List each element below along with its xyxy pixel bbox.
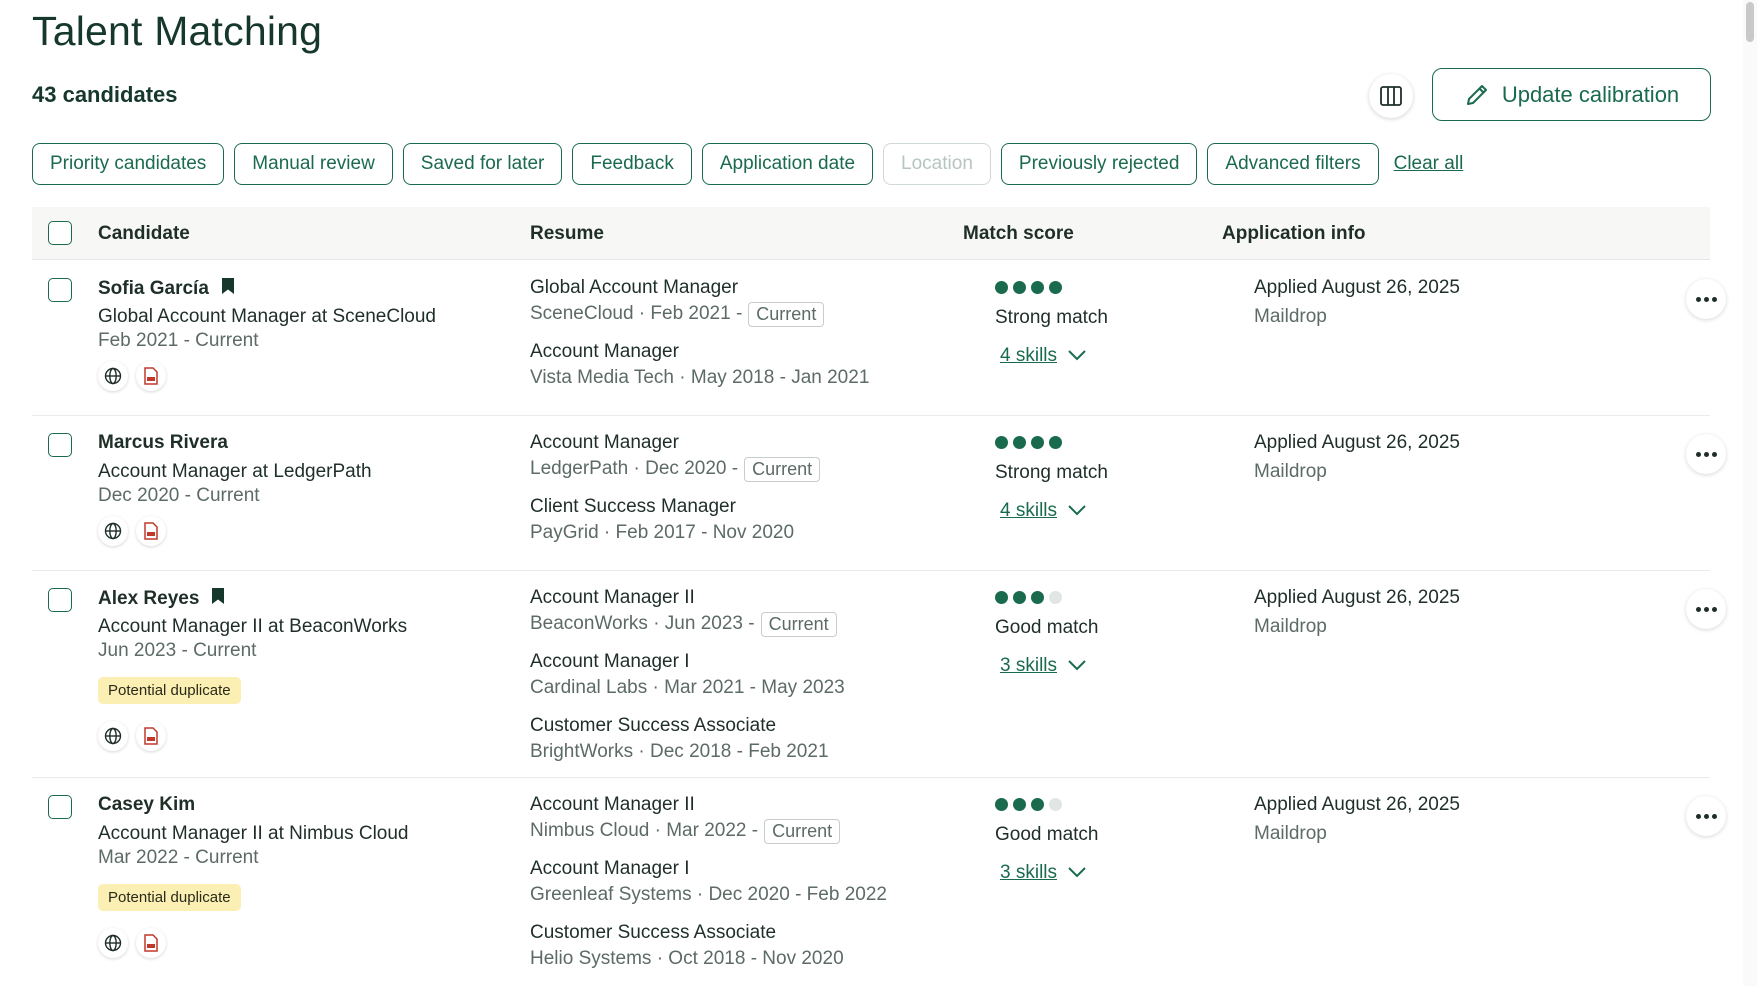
page-title: Talent Matching [32,8,323,54]
filter-chip-application-date[interactable]: Application date [702,143,873,185]
resume-job [530,920,844,972]
row-checkbox[interactable] [48,278,72,302]
resume-file-icon[interactable] [136,516,166,546]
job-title: Customer Success Associate [530,922,777,943]
skills-toggle[interactable] [1000,345,1087,367]
table-row[interactable] [32,261,1710,416]
match-score-dots [995,591,1062,604]
potential-duplicate-badge: Potential duplicate [98,884,241,911]
pencil-icon [1464,82,1490,108]
job-company-dates: LedgerPath · Dec 2020 - [530,458,739,479]
job-company-dates: BrightWorks · Dec 2018 - Feb 2021 [530,741,829,762]
score-dot [1049,798,1062,811]
globe-icon[interactable] [98,721,128,751]
job-company-dates: SceneCloud · Feb 2021 - [530,303,743,324]
filter-chip-location: Location [883,143,991,185]
application-source: Maildrop [1254,306,1327,327]
match-score-dots [995,798,1062,811]
table-header [32,207,1710,260]
resume-job [530,339,869,391]
match-label: Strong match [995,307,1108,328]
row-checkbox[interactable] [48,588,72,612]
scrollbar[interactable] [1743,0,1757,986]
job-title: Account Manager I [530,651,690,672]
resume-job [530,275,824,327]
more-icon [1696,297,1717,302]
candidate-name[interactable]: Marcus Rivera [98,432,228,453]
columns-icon [1380,86,1402,106]
candidate-name[interactable]: Casey Kim [98,794,196,815]
match-score-dots [995,436,1062,449]
applied-date: Applied August 26, 2025 [1254,277,1461,298]
job-meta [530,739,829,765]
filter-chip-priority-candidates[interactable]: Priority candidates [32,143,224,185]
job-company-dates: Cardinal Labs · Mar 2021 - May 2023 [530,677,845,698]
potential-duplicate-badge: Potential duplicate [98,677,241,704]
resume-job [530,494,794,546]
applied-date: Applied August 26, 2025 [1254,587,1461,608]
job-title: Customer Success Associate [530,715,777,736]
score-dot [1031,436,1044,449]
job-title: Account Manager II [530,587,695,608]
bookmark-icon[interactable] [211,587,225,611]
job-meta [530,675,845,701]
candidate-dates: Dec 2020 - Current [98,485,260,506]
update-calibration-label: Update calibration [1501,81,1680,107]
scroll-thumb[interactable] [1746,2,1754,42]
job-title: Account Manager I [530,858,690,879]
table-row[interactable] [32,571,1710,778]
globe-icon[interactable] [98,361,128,391]
chevron-down-icon[interactable] [1067,655,1087,677]
chevron-down-icon[interactable] [1067,862,1087,884]
more-actions-button[interactable] [1686,796,1726,836]
score-dot [995,798,1008,811]
score-dot [1049,281,1062,294]
candidate-name-row[interactable] [98,587,225,611]
skills-toggle[interactable] [1000,500,1087,522]
more-actions-button[interactable] [1686,434,1726,474]
resume-file-icon[interactable] [136,928,166,958]
candidate-links [98,928,166,958]
skills-link[interactable]: 3 skills [1000,655,1058,676]
candidate-dates: Feb 2021 - Current [98,330,259,351]
header-application-info: Application info [1222,223,1366,244]
match-label: Strong match [995,462,1108,483]
score-dot [1031,798,1044,811]
update-calibration-button[interactable] [1432,68,1711,121]
more-icon [1696,814,1717,819]
job-meta [530,365,869,391]
resume-job [530,856,887,908]
score-dot [1031,591,1044,604]
job-company-dates: Vista Media Tech · May 2018 - Jan 2021 [530,367,870,388]
more-icon [1696,452,1717,457]
row-checkbox[interactable] [48,433,72,457]
current-tag: Current [761,612,837,637]
candidate-links [98,721,166,751]
match-label: Good match [995,824,1099,845]
job-meta [530,520,794,546]
filter-chip-manual-review[interactable]: Manual review [234,143,393,185]
skills-toggle[interactable] [1000,862,1087,884]
candidate-dates: Mar 2022 - Current [98,847,259,868]
applied-date: Applied August 26, 2025 [1254,794,1461,815]
score-dot [1049,436,1062,449]
current-tag: Current [744,457,820,482]
candidate-name[interactable]: Sofia García [98,278,209,299]
job-company-dates: BeaconWorks · Jun 2023 - [530,613,755,634]
job-meta [530,611,837,637]
column-settings-button[interactable] [1369,74,1413,118]
header-candidate: Candidate [98,223,190,244]
table-row[interactable] [32,778,1710,986]
chevron-down-icon[interactable] [1067,345,1087,367]
job-title: Account Manager [530,341,679,362]
current-tag: Current [748,302,824,327]
header-match-score: Match score [963,223,1074,244]
application-source: Maildrop [1254,461,1327,482]
job-company-dates: Nimbus Cloud · Mar 2022 - [530,820,759,841]
job-meta [530,882,887,908]
job-meta [530,456,820,482]
job-meta [530,301,824,327]
resume-job [530,649,845,701]
score-dot [995,436,1008,449]
job-company-dates: Greenleaf Systems · Dec 2020 - Feb 2022 [530,884,887,905]
match-label: Good match [995,617,1099,638]
score-dot [1013,281,1026,294]
resume-job [530,585,837,637]
candidate-links [98,516,166,546]
resume-job [530,430,820,482]
application-source: Maildrop [1254,823,1327,844]
candidate-name-row[interactable] [98,277,235,301]
skills-link[interactable]: 4 skills [1000,345,1058,366]
job-meta [530,818,840,844]
candidate-name[interactable]: Alex Reyes [98,588,200,609]
chevron-down-icon[interactable] [1067,500,1087,522]
skills-link[interactable]: 4 skills [1000,500,1058,521]
job-company-dates: Helio Systems · Oct 2018 - Nov 2020 [530,948,844,969]
filter-chip-saved-for-later[interactable]: Saved for later [403,143,563,185]
job-title: Account Manager II [530,794,695,815]
bookmark-icon[interactable] [221,277,235,301]
clear-all-link[interactable]: Clear all [1393,153,1464,174]
table-row[interactable] [32,416,1710,571]
filter-bar [32,143,1463,185]
resume-file-icon[interactable] [136,721,166,751]
candidate-headline: Account Manager II at BeaconWorks [98,616,408,637]
more-actions-button[interactable] [1686,279,1726,319]
globe-icon[interactable] [98,928,128,958]
score-dot [995,281,1008,294]
score-dot [1013,591,1026,604]
candidate-count: 43 candidates [32,82,178,107]
more-icon [1696,607,1717,612]
job-title: Account Manager [530,432,679,453]
score-dot [1031,281,1044,294]
skills-link[interactable]: 3 skills [1000,862,1058,883]
resume-file-icon[interactable] [136,361,166,391]
applied-date: Applied August 26, 2025 [1254,432,1461,453]
header-resume: Resume [530,223,604,244]
score-dot [1013,798,1026,811]
row-checkbox[interactable] [48,795,72,819]
candidate-headline: Account Manager II at Nimbus Cloud [98,823,409,844]
candidate-headline: Global Account Manager at SceneCloud [98,306,436,327]
job-company-dates: PayGrid · Feb 2017 - Nov 2020 [530,522,795,543]
candidate-links [98,361,166,391]
candidate-name-row[interactable] [98,794,195,816]
application-source: Maildrop [1254,616,1327,637]
more-actions-button[interactable] [1686,589,1726,629]
job-meta [530,946,844,972]
score-dot [1013,436,1026,449]
score-dot [1049,591,1062,604]
current-tag: Current [764,819,840,844]
candidate-dates: Jun 2023 - Current [98,640,257,661]
globe-icon[interactable] [98,516,128,546]
candidate-name-row[interactable] [98,432,228,454]
candidate-headline: Account Manager at LedgerPath [98,461,372,482]
resume-job [530,792,840,844]
filter-chip-feedback[interactable]: Feedback [572,143,691,185]
resume-job [530,713,829,765]
score-dot [995,591,1008,604]
match-score-dots [995,281,1062,294]
select-all-checkbox[interactable] [48,221,72,245]
skills-toggle[interactable] [1000,655,1087,677]
filter-chip-advanced-filters[interactable]: Advanced filters [1207,143,1378,185]
filter-chip-previously-rejected[interactable]: Previously rejected [1001,143,1198,185]
job-title: Global Account Manager [530,277,739,298]
job-title: Client Success Manager [530,496,736,517]
